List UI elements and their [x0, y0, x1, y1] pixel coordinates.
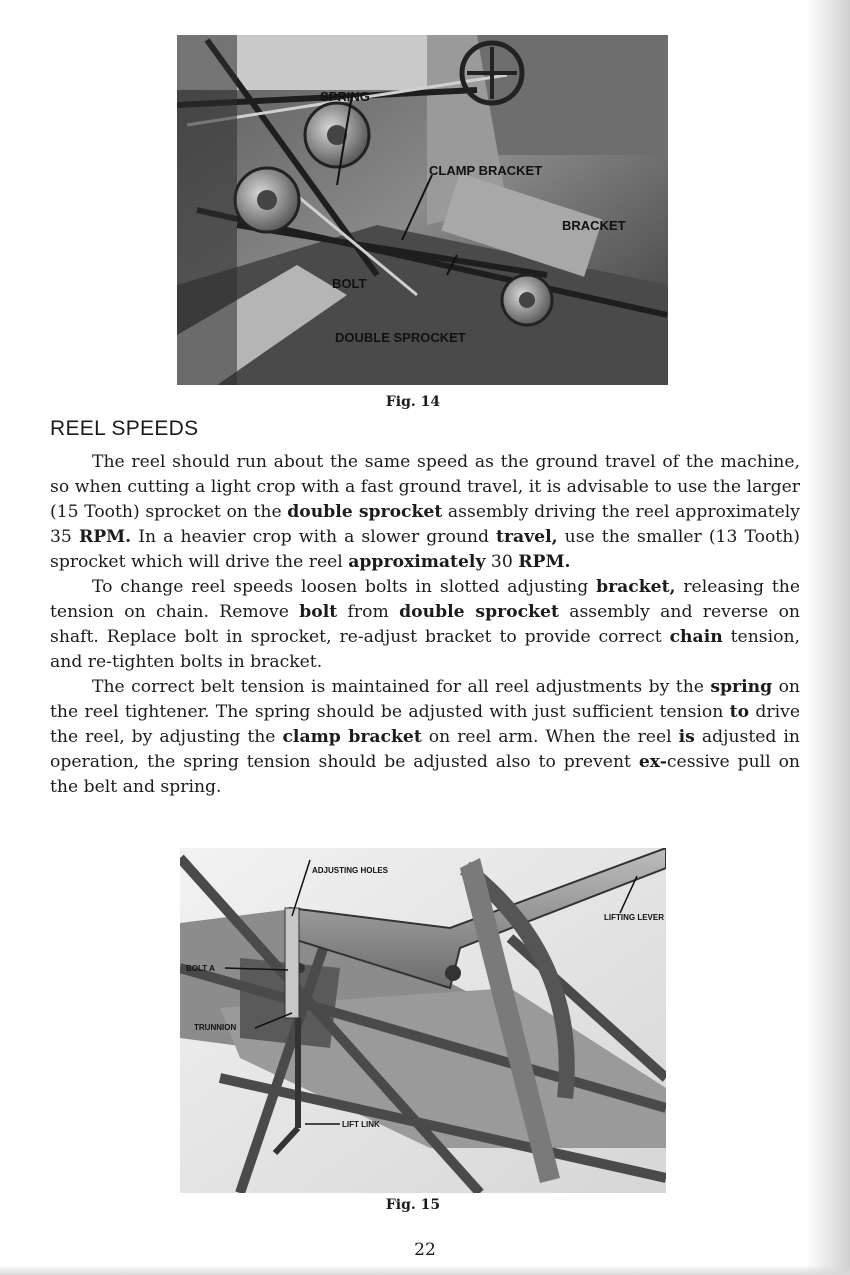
page-edge-shadow — [806, 0, 850, 1275]
label-spring: SPRING — [320, 89, 370, 104]
label-bolt: BOLT — [332, 276, 367, 291]
paragraph-3: The correct belt tension is maintained for all reel adjustments by the spring on the reel tightener. The spring should be adjusted with just sufficient tension to drive the reel, by adjusting the clamp bracket on reel arm. When the reel is adjusted in operation, the spring tension should be adjusted also to prevent ex-cessive pull on the belt and spring. — [50, 677, 800, 797]
label-lift-link: LIFT LINK — [342, 1120, 380, 1129]
section-heading: REEL SPEEDS — [50, 417, 199, 440]
label-bolt-a: BOLT A — [186, 964, 215, 973]
paragraph-1: The reel should run about the same speed as the ground travel of the machine, so when cutting a light crop with a fast ground travel, it is advisable to use the larger (15 Tooth) sprocket on the double sprocket assembly driving the reel approximately 35 RPM. In a heavier crop with a slower ground travel, use the smaller (13 Tooth) sprocket which will drive the reel approximately 30 RPM. — [50, 452, 800, 572]
page-number: 22 — [414, 1240, 436, 1260]
paragraph-2: To change reel speeds loosen bolts in slotted adjusting bracket, releasing the tension on chain. Remove bolt from double sprocket assembly and reverse on shaft. Replace bolt in sprocket, re-adjust bracket to provide correct chain tension, and re-tighten bolts in bracket. — [50, 577, 801, 672]
page-bottom-shadow — [0, 1265, 850, 1275]
figure-15-caption: Fig. 15 — [385, 1197, 441, 1213]
figure-14-caption: Fig. 14 — [385, 394, 441, 410]
label-trunnion: TRUNNION — [194, 1023, 237, 1032]
label-bracket: BRACKET — [562, 218, 626, 233]
label-lifting-lever: LIFTING LEVER — [604, 913, 664, 922]
figure-15-photo — [180, 848, 666, 1193]
figure-14-photo — [177, 35, 668, 385]
label-adjusting-holes: ADJUSTING HOLES — [312, 866, 389, 875]
section-body — [50, 450, 800, 800]
label-clamp-bracket: CLAMP BRACKET — [429, 163, 543, 178]
label-double-sprocket: DOUBLE SPROCKET — [335, 330, 466, 345]
